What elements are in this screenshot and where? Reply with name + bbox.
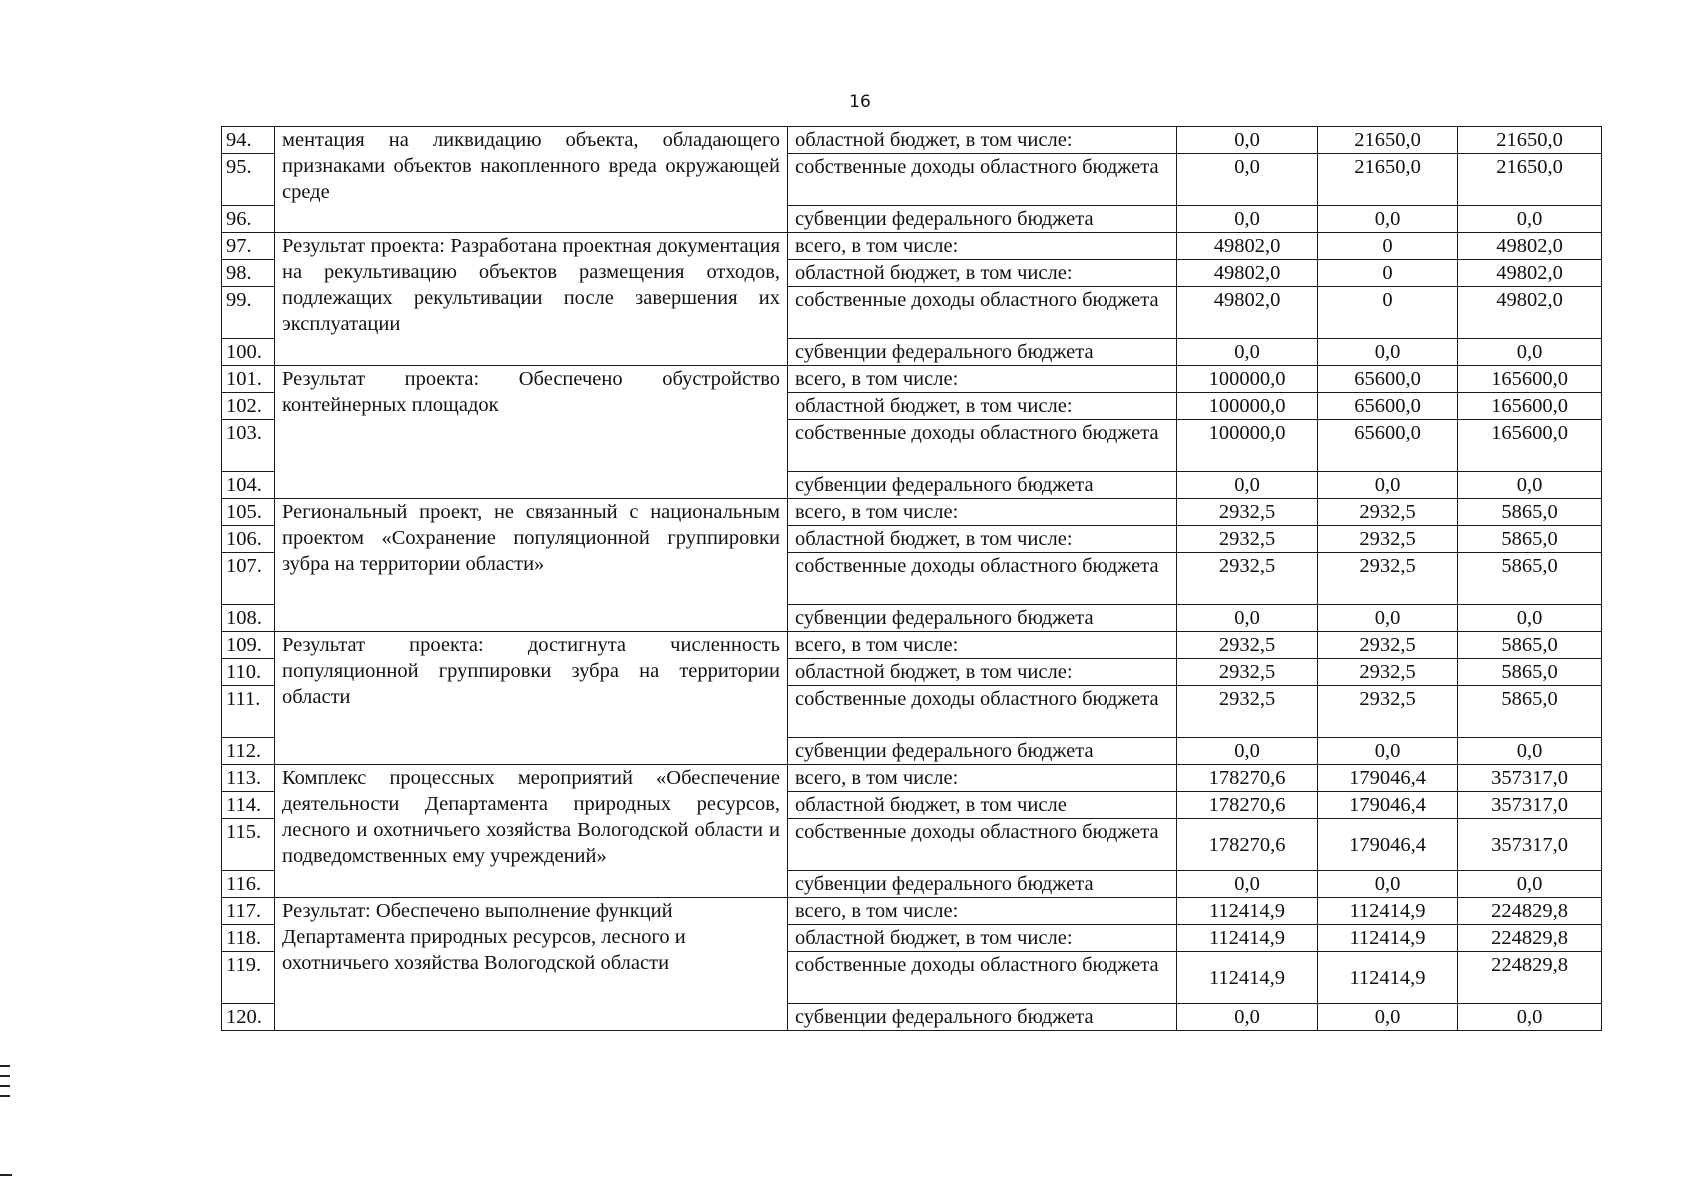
value-cell: 0,0 [1318,472,1458,499]
scan-margin-mark [0,1095,10,1097]
value-cell: 5865,0 [1458,553,1602,605]
funding-source: собственные доходы областного бюджета [788,420,1177,472]
value-cell: 0 [1318,287,1458,339]
value-cell: 21650,0 [1458,154,1602,206]
table-row [222,898,1602,925]
project-description: Результат проекта: достигнута численность популяционной группировки зубра на территории области [275,632,788,765]
value-cell: 0,0 [1318,206,1458,233]
funding-source: собственные доходы областного бюджета [788,154,1177,206]
funding-source: всего, в том числе: [788,898,1177,925]
value-cell: 2932,5 [1318,553,1458,605]
value-cell: 0,0 [1458,206,1602,233]
value-cell: 178270,6 [1177,819,1318,871]
value-cell: 2932,5 [1177,553,1318,605]
value-cell: 224829,8 [1458,925,1602,952]
value-cell: 179046,4 [1318,792,1458,819]
value-cell: 357317,0 [1458,765,1602,792]
funding-source: субвенции федерального бюджета [788,605,1177,632]
funding-source: всего, в том числе: [788,632,1177,659]
row-number: 107. [222,553,275,605]
row-number: 95. [222,154,275,206]
value-cell: 100000,0 [1177,420,1318,472]
funding-source: всего, в том числе: [788,765,1177,792]
row-number: 112. [222,738,275,765]
funding-source: субвенции федерального бюджета [788,1004,1177,1031]
value-cell: 224829,8 [1458,898,1602,925]
value-cell: 100000,0 [1177,366,1318,393]
table-row [222,233,1602,260]
row-number: 119. [222,952,275,1004]
value-cell: 224829,8 [1458,952,1602,1004]
row-number: 97. [222,233,275,260]
value-cell: 0,0 [1177,1004,1318,1031]
value-cell: 0,0 [1177,154,1318,206]
project-description: Комплекс процессных мероприятий «Обеспечение деятельности Департамента природных ресурсов, лесного и охотничьего хозяйства Вологодской области и подведомственных ему учреждений» [275,765,788,898]
value-cell: 49802,0 [1177,260,1318,287]
row-number: 106. [222,526,275,553]
value-cell: 0,0 [1458,339,1602,366]
value-cell: 0,0 [1318,339,1458,366]
row-number: 104. [222,472,275,499]
value-cell: 49802,0 [1458,260,1602,287]
row-number: 96. [222,206,275,233]
row-number: 101. [222,366,275,393]
funding-source: областной бюджет, в том числе: [788,260,1177,287]
value-cell: 0,0 [1177,339,1318,366]
row-number: 94. [222,127,275,154]
value-cell: 357317,0 [1458,819,1602,871]
value-cell: 2932,5 [1318,526,1458,553]
table-row [222,366,1602,393]
row-number: 114. [222,792,275,819]
value-cell: 5865,0 [1458,526,1602,553]
funding-source: областной бюджет, в том числе: [788,659,1177,686]
funding-source: собственные доходы областного бюджета [788,553,1177,605]
funding-source: собственные доходы областного бюджета [788,952,1177,1004]
row-number: 108. [222,605,275,632]
value-cell: 179046,4 [1318,765,1458,792]
value-cell: 0 [1318,260,1458,287]
funding-source: собственные доходы областного бюджета [788,287,1177,339]
row-number: 98. [222,260,275,287]
value-cell: 0 [1318,233,1458,260]
funding-source: субвенции федерального бюджета [788,206,1177,233]
value-cell: 0,0 [1318,605,1458,632]
value-cell: 21650,0 [1318,127,1458,154]
scan-margin-mark [0,1075,10,1077]
value-cell: 2932,5 [1177,499,1318,526]
value-cell: 2932,5 [1177,659,1318,686]
value-cell: 5865,0 [1458,632,1602,659]
value-cell: 100000,0 [1177,393,1318,420]
budget-table [221,126,1602,1031]
funding-source: всего, в том числе: [788,233,1177,260]
value-cell: 65600,0 [1318,366,1458,393]
value-cell: 65600,0 [1318,420,1458,472]
funding-source: всего, в том числе: [788,366,1177,393]
project-description: Региональный проект, не связанный с национальным проектом «Сохранение популяционной группировки зубра на территории области» [275,499,788,632]
value-cell: 2932,5 [1318,686,1458,738]
funding-source: областной бюджет, в том числе [788,792,1177,819]
value-cell: 2932,5 [1177,632,1318,659]
funding-source: субвенции федерального бюджета [788,738,1177,765]
project-description: Результат проекта: Обеспечено обустройство контейнерных площадок [275,366,788,499]
row-number: 113. [222,765,275,792]
value-cell: 179046,4 [1318,819,1458,871]
value-cell: 49802,0 [1458,233,1602,260]
row-number: 100. [222,339,275,366]
value-cell: 0,0 [1458,605,1602,632]
value-cell: 5865,0 [1458,659,1602,686]
scan-margin-mark [0,1174,12,1176]
value-cell: 2932,5 [1177,686,1318,738]
scan-margin-mark [0,1065,10,1067]
value-cell: 112414,9 [1318,952,1458,1004]
funding-source: всего, в том числе: [788,499,1177,526]
row-number: 115. [222,819,275,871]
value-cell: 112414,9 [1177,925,1318,952]
value-cell: 178270,6 [1177,765,1318,792]
value-cell: 0,0 [1177,127,1318,154]
row-number: 118. [222,925,275,952]
row-number: 117. [222,898,275,925]
value-cell: 165600,0 [1458,420,1602,472]
funding-source: субвенции федерального бюджета [788,472,1177,499]
row-number: 111. [222,686,275,738]
project-description: Результат проекта: Разработана проектная документация на рекультивацию объектов размещения отходов, подлежащих рекультивации после завершения их эксплуатации [275,233,788,366]
value-cell: 0,0 [1458,472,1602,499]
value-cell: 49802,0 [1458,287,1602,339]
value-cell: 21650,0 [1318,154,1458,206]
value-cell: 178270,6 [1177,792,1318,819]
row-number: 103. [222,420,275,472]
table-row [222,632,1602,659]
value-cell: 0,0 [1458,871,1602,898]
project-description: Результат: Обеспечено выполнение функций Департамента природных ресурсов, лесного и охотничьего хозяйства Вологодской области [275,898,788,1031]
value-cell: 0,0 [1458,1004,1602,1031]
value-cell: 0,0 [1458,738,1602,765]
value-cell: 0,0 [1177,871,1318,898]
table-row [222,765,1602,792]
value-cell: 357317,0 [1458,792,1602,819]
funding-source: областной бюджет, в том числе: [788,925,1177,952]
row-number: 116. [222,871,275,898]
value-cell: 165600,0 [1458,393,1602,420]
row-number: 102. [222,393,275,420]
row-number: 109. [222,632,275,659]
funding-source: областной бюджет, в том числе: [788,127,1177,154]
value-cell: 2932,5 [1177,526,1318,553]
row-number: 105. [222,499,275,526]
funding-source: областной бюджет, в том числе: [788,393,1177,420]
funding-source: собственные доходы областного бюджета [788,819,1177,871]
value-cell: 0,0 [1177,206,1318,233]
value-cell: 165600,0 [1458,366,1602,393]
value-cell: 0,0 [1177,605,1318,632]
value-cell: 5865,0 [1458,686,1602,738]
funding-source: субвенции федерального бюджета [788,339,1177,366]
value-cell: 5865,0 [1458,499,1602,526]
value-cell: 2932,5 [1318,659,1458,686]
page-number: 16 [849,92,871,112]
row-number: 99. [222,287,275,339]
value-cell: 2932,5 [1318,632,1458,659]
table-row [222,499,1602,526]
value-cell: 112414,9 [1318,925,1458,952]
row-number: 120. [222,1004,275,1031]
value-cell: 112414,9 [1177,952,1318,1004]
scan-margin-mark [0,1085,10,1087]
value-cell: 0,0 [1318,871,1458,898]
value-cell: 0,0 [1318,1004,1458,1031]
value-cell: 0,0 [1177,738,1318,765]
value-cell: 65600,0 [1318,393,1458,420]
value-cell: 112414,9 [1177,898,1318,925]
value-cell: 2932,5 [1318,499,1458,526]
value-cell: 0,0 [1318,738,1458,765]
funding-source: областной бюджет, в том числе: [788,526,1177,553]
funding-source: собственные доходы областного бюджета [788,686,1177,738]
value-cell: 21650,0 [1458,127,1602,154]
row-number: 110. [222,659,275,686]
value-cell: 49802,0 [1177,287,1318,339]
project-description: ментация на ликвидацию объекта, обладающего признаками объектов накопленного вреда окружающей среде [275,127,788,233]
value-cell: 0,0 [1177,472,1318,499]
table-row [222,127,1602,154]
funding-source: субвенции федерального бюджета [788,871,1177,898]
value-cell: 49802,0 [1177,233,1318,260]
value-cell: 112414,9 [1318,898,1458,925]
